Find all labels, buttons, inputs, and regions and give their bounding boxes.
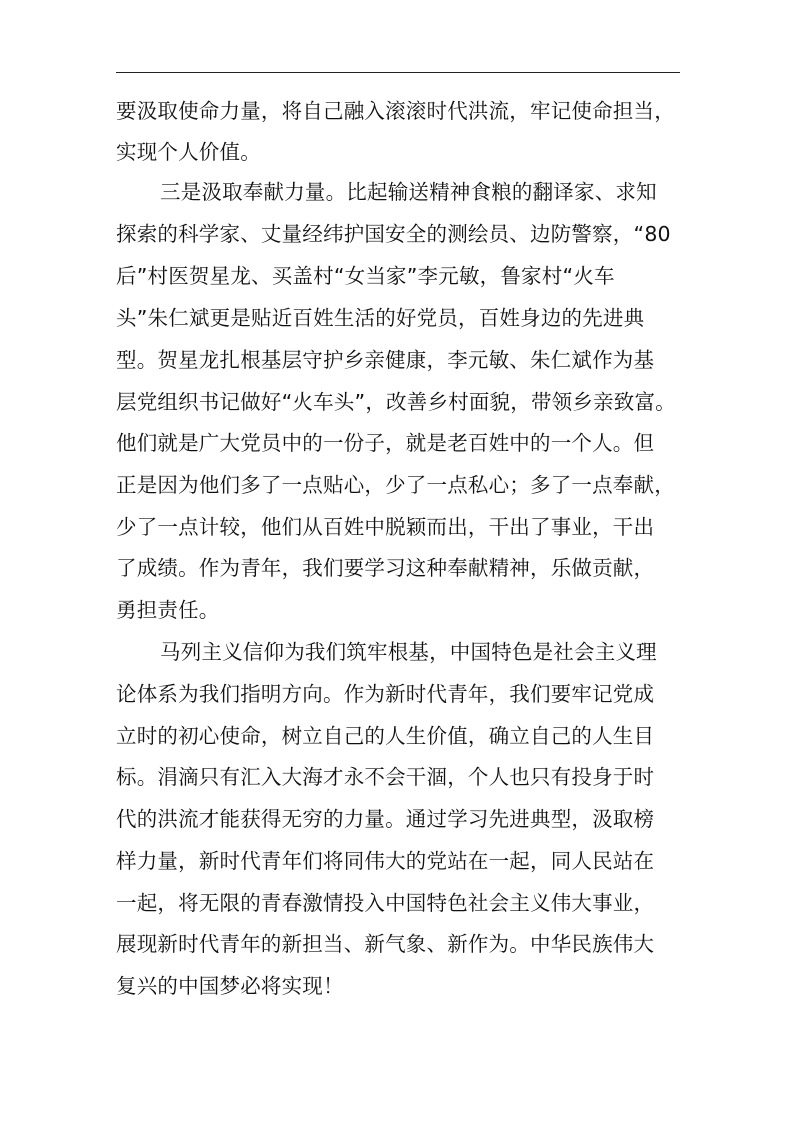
text-line: 标。涓滴只有汇入大海才永不会干涸，个人也只有投身于时 (116, 765, 655, 789)
text-line: 勇担责任。 (116, 598, 220, 622)
text-line: 型。贺星龙扎根基层守护乡亲健康，李元敏、朱仁斌作为基 (116, 348, 655, 372)
paragraph-first-line: 马列主义信仰为我们筑牢根基，中国特色是社会主义理 (160, 640, 657, 664)
text-line: 层党组织书记做好“火车头”，改善乡村面貌，带领乡亲致富。 (116, 390, 676, 414)
text-line: 论体系为我们指明方向。作为新时代青年，我们要牢记党成 (116, 682, 655, 706)
text-line: 头”朱仁斌更是贴近百姓生活的好党员，百姓身边的先进典 (116, 306, 645, 330)
text-line: 实现个人价值。 (116, 140, 261, 164)
text-line: 正是因为他们多了一点贴心，少了一点私心；多了一点奉献， (116, 473, 675, 497)
text-line: 少了一点计较，他们从百姓中脱颖而出，干出了事业，干出 (116, 515, 655, 539)
text-line: 他们就是广大党员中的一份子，就是老百姓中的一个人。但 (116, 431, 655, 455)
text-line: 要汲取使命力量，将自己融入滚滚时代洪流，牢记使命担当， (116, 99, 675, 123)
text-line: 代的洪流才能获得无穷的力量。通过学习先进典型，汲取榜 (116, 807, 655, 831)
text-line: 样力量，新时代青年们将同伟大的党站在一起，同人民站在 (116, 849, 655, 873)
text-line: 了成绩。作为青年，我们要学习这种奉献精神，乐做贡献， (116, 556, 655, 580)
text-line: 探索的科学家、丈量经纬护国安全的测绘员、边防警察，“80 (116, 222, 671, 246)
text-line: 复兴的中国梦必将实现！ (116, 974, 344, 998)
text-line: 后”村医贺星龙、买盖村“女当家”李元敏，鲁家村“火车 (116, 264, 615, 288)
paragraph-first-line: 三是汲取奉献力量。比起输送精神食粮的翻译家、求知 (160, 180, 657, 204)
text-line: 展现新时代青年的新担当、新气象、新作为。中华民族伟大 (116, 932, 655, 956)
header-rule (116, 72, 680, 73)
text-line: 一起，将无限的青春激情投入中国特色社会主义伟大事业， (116, 891, 655, 915)
text-line: 立时的初心使命，树立自己的人生价值，确立自己的人生目 (116, 724, 655, 748)
